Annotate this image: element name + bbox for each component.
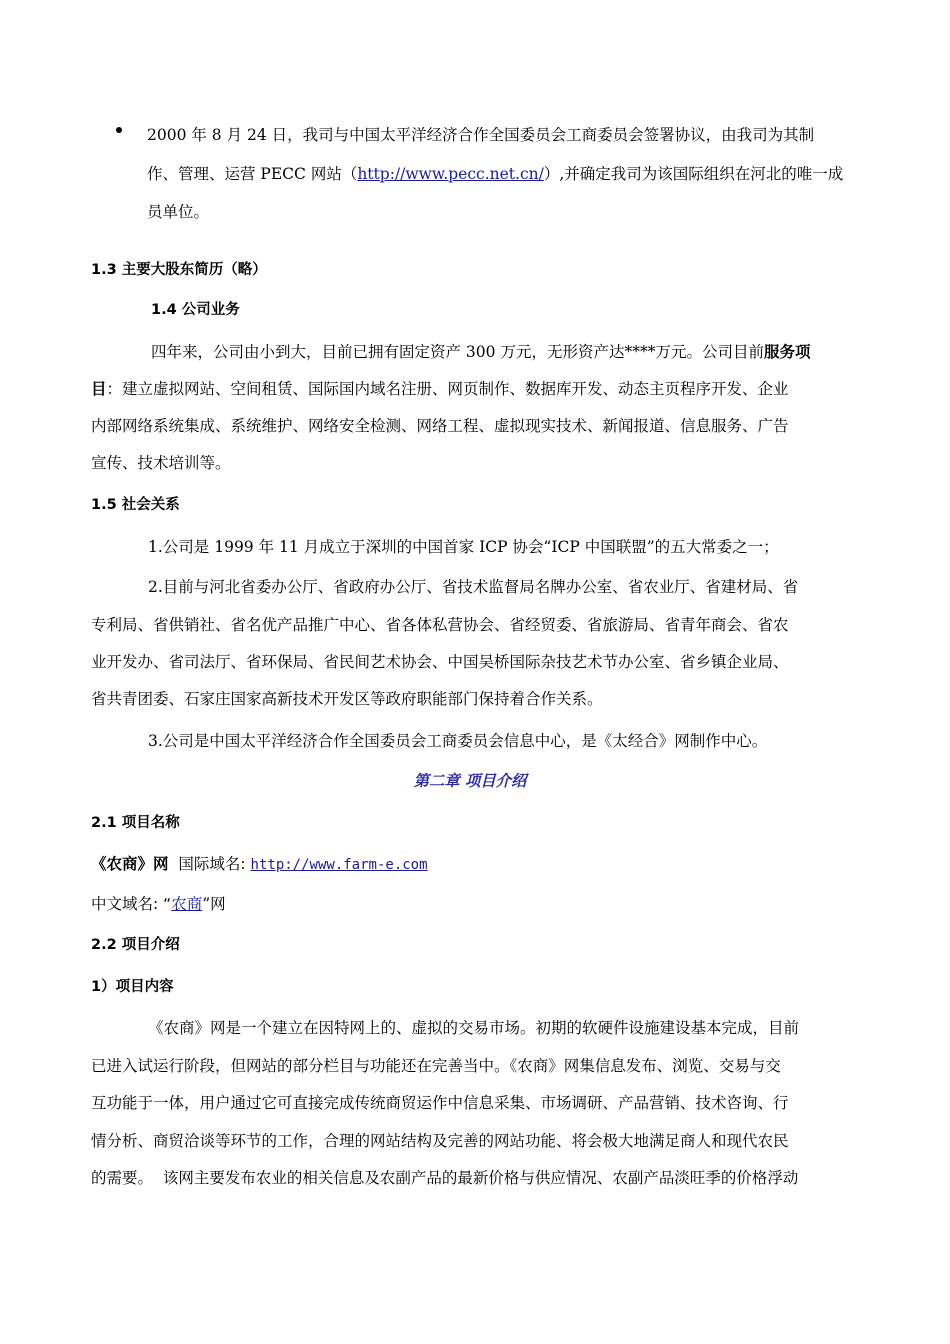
cn-domain-link[interactable]: 农商 (171, 895, 203, 913)
business-para-line-2 (91, 379, 789, 399)
business-para-line-4: 宣传、技术培训等。 (91, 454, 231, 472)
bullet-line-3: 员单位。 (147, 203, 210, 221)
business-para-text-2: ：建立虚拟网站、空间租赁、国际国内域名注册、网页制作、数据库开发、动态主页程序开发、企业 (106, 380, 789, 398)
section-1-4-heading: 1.4 公司业务 (151, 302, 240, 318)
relation-item-3: 3.公司是中国太平洋经济合作全国委员会工商委员会信息中心，是《太经合》网制作中心。 (148, 732, 768, 750)
project-name-line (91, 854, 428, 875)
business-para-line-1 (151, 342, 810, 362)
bullet-line-1: 2000 年 8 月 24 日，我司与中国太平洋经济合作全国委员会工商委员会签署协议，由我司为其制 (147, 126, 815, 144)
section-2-2-heading: 2.2 项目介绍 (91, 937, 180, 953)
relation-item-2-line-4: 省共青团委、石家庄国家高新技术开发区等政府职能部门保持着合作关系。 (91, 690, 603, 708)
chapter-2-title: 第二章 项目介绍 (413, 771, 527, 790)
project-content-line-4: 情分析、商贸洽谈等环节的工作，合理的网站结构及完善的网站功能、将会极大地满足商人和现代农民 (91, 1132, 789, 1150)
project-content-line-1: 《农商》网是一个建立在因特网上的、虚拟的交易市场。初期的软硬件设施建设基本完成，目前 (148, 1019, 800, 1037)
business-para-text: 四年来，公司由小到大，目前已拥有固定资产 300 万元，无形资产达****万元。公司目前 (151, 343, 764, 361)
relation-item-2-line-3: 业开发办、省司法厅、省环保局、省民间艺术协会、中国吴桥国际杂技艺术节办公室、省乡镇企业局、 (91, 653, 789, 671)
cn-domain-suffix: ”网 (202, 895, 226, 913)
pecc-website-link[interactable]: http://www.pecc.net.cn/ (357, 165, 544, 183)
section-2-1-heading: 2.1 项目名称 (91, 815, 180, 831)
farm-e-link[interactable]: http://www.farm-e.com (250, 857, 428, 873)
relation-item-1: 1.公司是 1999 年 11 月成立于深圳的中国首家 ICP 协会“ICP 中国联盟”的五大常委之一； (148, 538, 779, 556)
project-content-subheading: 1）项目内容 (91, 979, 174, 995)
cn-domain-line (91, 894, 226, 914)
cn-domain-label: 中文域名: “ (91, 895, 172, 913)
project-name: 《农商》网 (91, 854, 169, 873)
bullet-line-2-prefix: 作、管理、运营 PECC 网站（ (147, 165, 358, 183)
project-content-line-3: 互功能于一体，用户通过它可直接完成传统商贸运作中信息采集、市场调研、产品营销、技术咨询、行 (91, 1094, 789, 1112)
relation-item-2-line-2: 专利局、省供销社、省名优产品推广中心、省各体私营协会、省经贸委、省旅游局、省青年商会、省农 (91, 616, 789, 634)
business-services-label-end: 目 (91, 379, 107, 398)
business-services-label: 服务项 (763, 342, 811, 361)
section-1-3-heading: 1.3 主要大股东简历（略） (91, 262, 267, 278)
project-content-line-2: 已进入试运行阶段，但网站的部分栏目与功能还在完善当中。《农商》网集信息发布、浏览、交易与交 (91, 1057, 781, 1075)
bullet-line-2-suffix: ）,并确定我司为该国际组织在河北的唯一成 (543, 165, 844, 183)
project-content-line-5: 的需要。 该网主要发布农业的相关信息及农副产品的最新价格与供应情况、农副产品淡旺季的价格浮动 (91, 1169, 799, 1187)
bullet-line-2 (147, 164, 843, 184)
bullet-dot (116, 127, 122, 133)
section-1-5-heading: 1.5 社会关系 (91, 497, 180, 513)
intl-domain-label: 国际域名: (168, 855, 251, 873)
relation-item-2-line-1: 2.目前与河北省委办公厅、省政府办公厅、省技术监督局名牌办公室、省农业厅、省建材局、省 (148, 578, 799, 596)
business-para-line-3: 内部网络系统集成、系统维护、网络安全检测、网络工程、虚拟现实技术、新闻报道、信息服务、广告 (91, 417, 789, 435)
